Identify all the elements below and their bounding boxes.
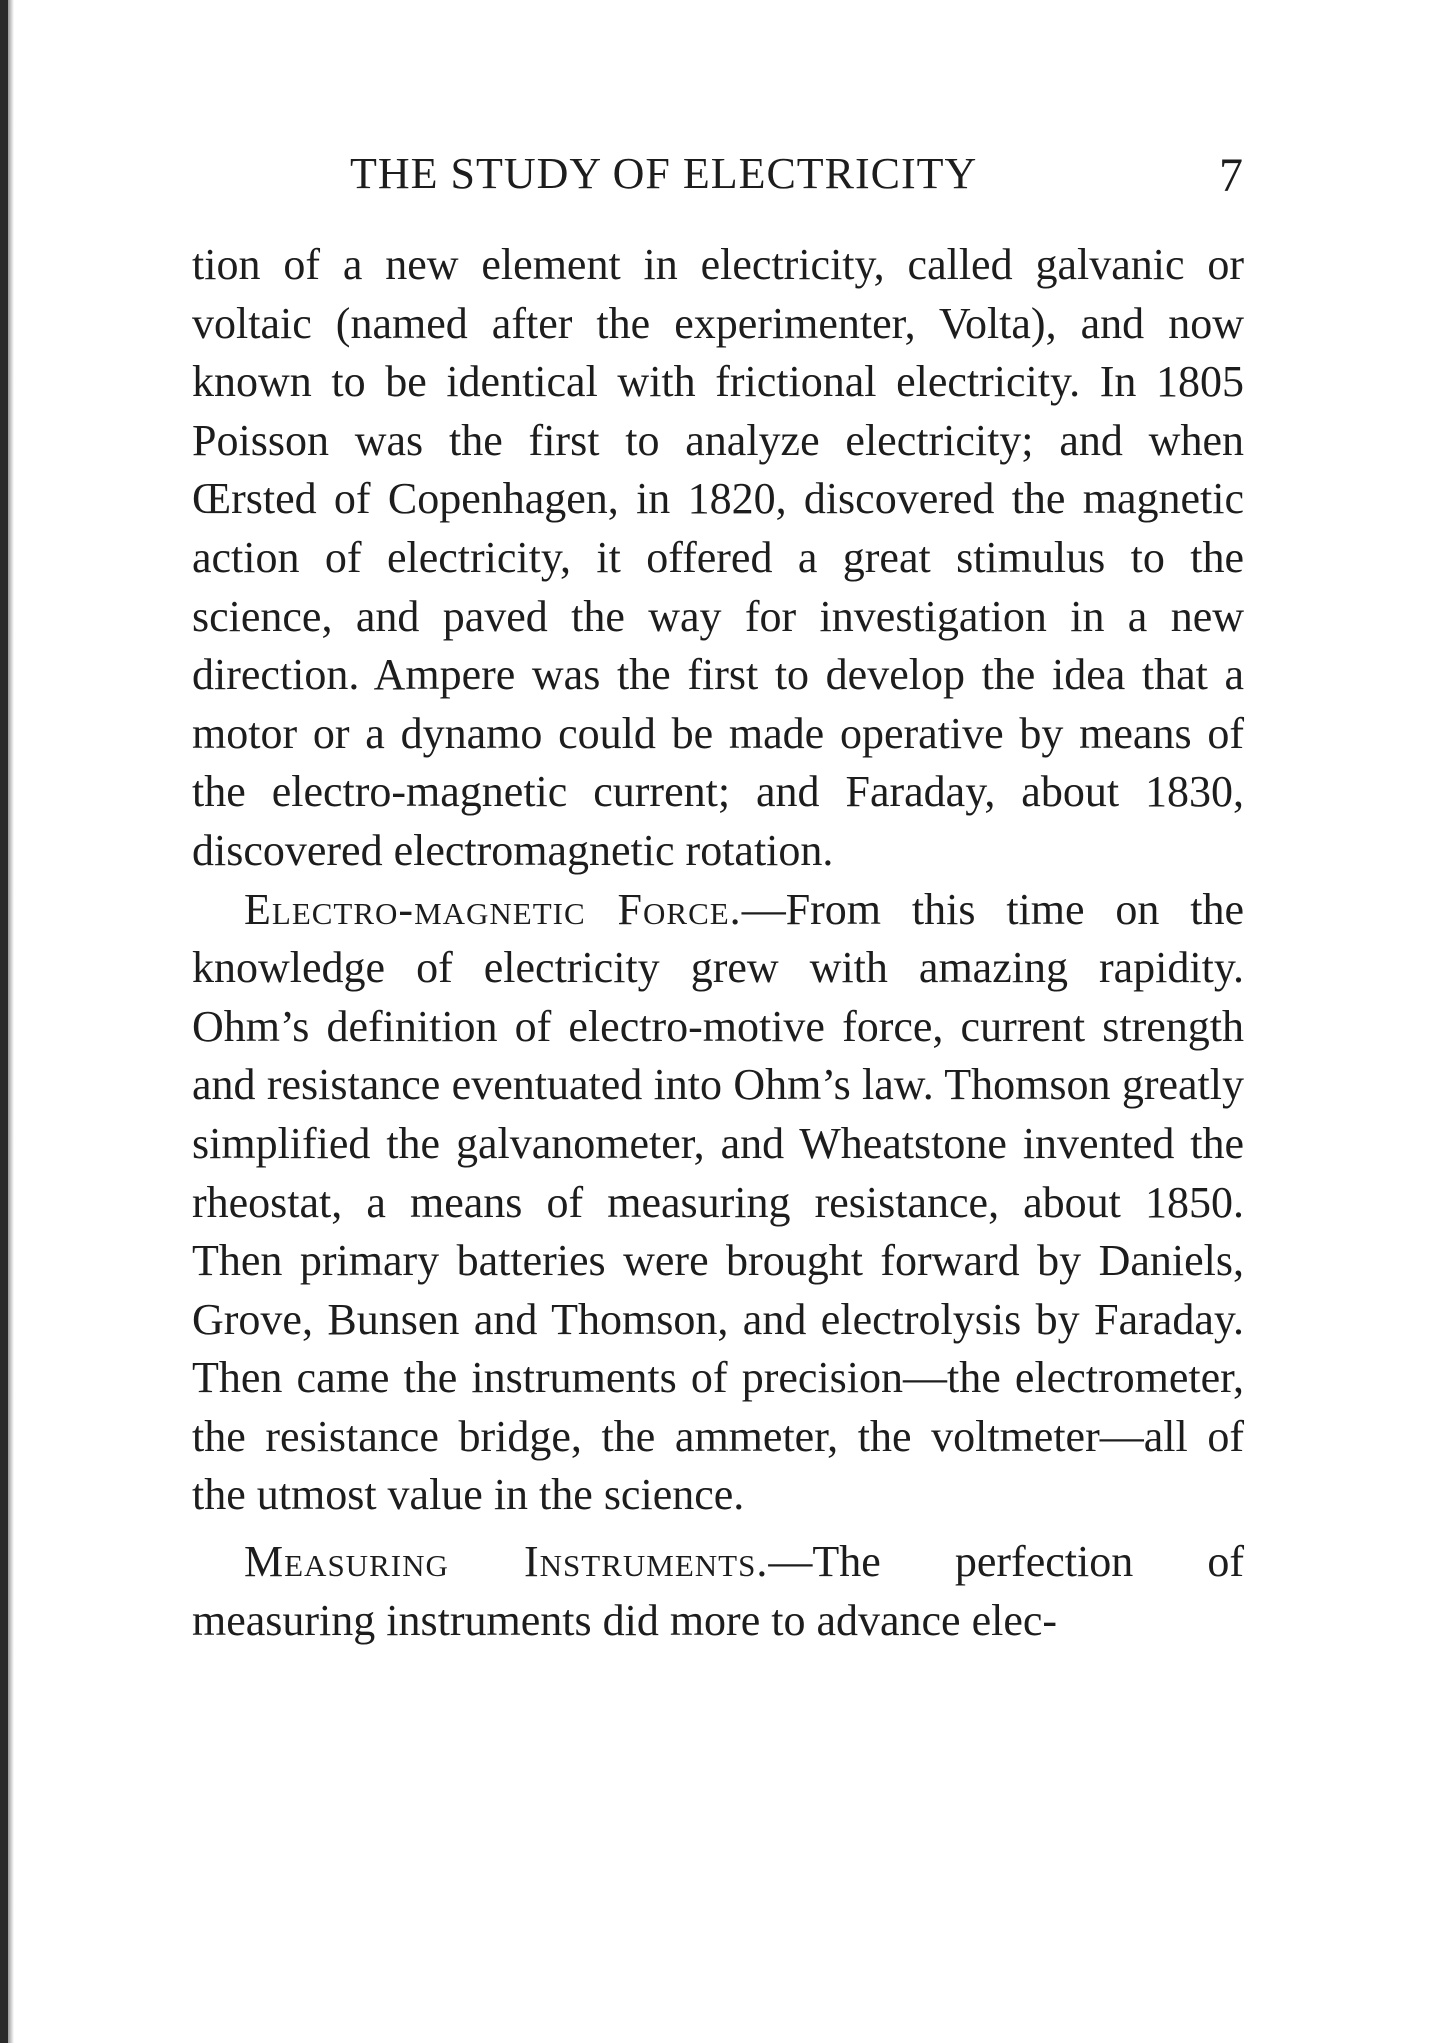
book-spine-edge	[0, 0, 8, 2043]
paragraph-continuation	[192, 236, 1244, 881]
section-heading: Measuring Instruments.	[244, 1537, 769, 1587]
paragraph-text: —The perfection of measuring instruments did more to advance elec-	[192, 1537, 1244, 1645]
running-title: THE STUDY OF ELECTRICITY	[350, 149, 978, 198]
gutter-shadow	[8, 0, 14, 2043]
paragraph-measuring-instruments	[192, 1533, 1244, 1650]
body-text	[192, 236, 1244, 1650]
paragraph-text: tion of a new element in electricity, called galvanic or voltaic (named after the experimenter, Volta), and now known to be identical with frictional electricity. In 1805 Poisson was the first to analyze electricity; and when Œrsted of Copenhagen, in 1820, discovered the magnetic action of electricity, it offered a great stimulus to the science, and paved the way for investigation in a new direction. Ampere was the first to develop the idea that a motor or a dynamo could be made operative by means of the electro-magnetic current; and Faraday, about 1830, discovered electromagnetic rotation.	[192, 240, 1244, 875]
section-heading: Electro-magnetic Force.	[244, 884, 742, 934]
paragraph-text: —From this time on the knowledge of electricity grew with amazing rapidity. Ohm’s definition of electro-motive force, current strength and resistance eventuated into Ohm’s law. Thomson greatly simplified the galvanometer, and Wheatstone invented the rheostat, a means of measuring resistance, about 1850. Then primary batteries were brought forward by Daniels, Grove, Bunsen and Thomson, and electrolysis by Faraday. Then came the instruments of precision—the electrometer, the resistance bridge, the ammeter, the voltmeter—all of the utmost value in the science.	[192, 884, 1244, 1520]
running-header	[350, 148, 1250, 208]
paragraph-electro-magnetic-force	[192, 881, 1244, 1526]
page-number: 7	[1219, 149, 1244, 202]
